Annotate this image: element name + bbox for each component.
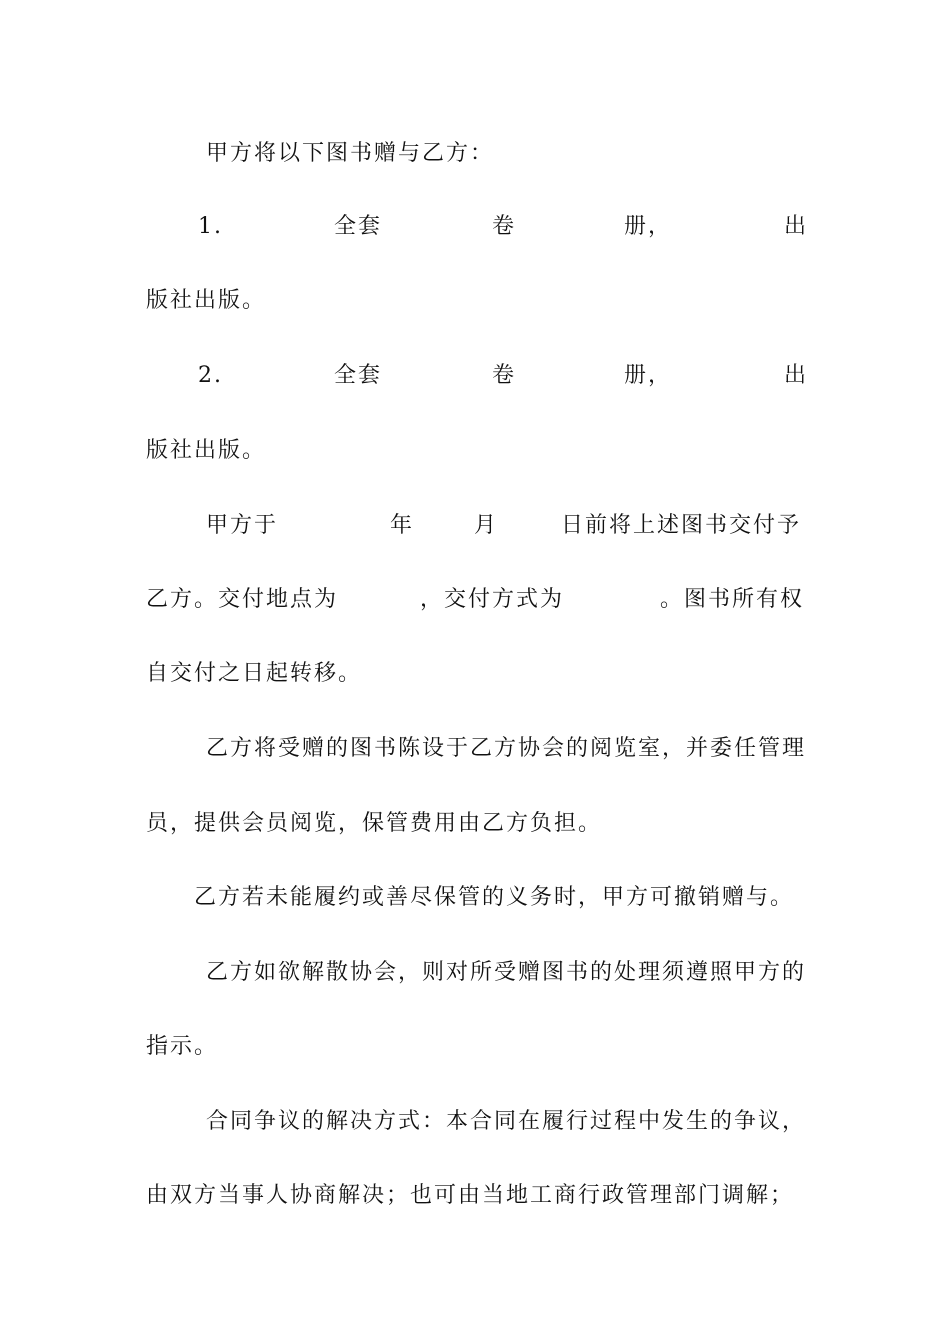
delivery-ownership-text: 。图书所有权 — [660, 587, 805, 612]
display-paragraph-line-1: 乙方将受赠的图书陈设于乙方协会的阅览室，并委任管理 — [206, 736, 807, 761]
dissolve-paragraph-line-1: 乙方如欲解散协会，则对所受赠图书的处理须遵照甲方的 — [206, 960, 807, 985]
item-2-publisher-end: 版社出版。 — [146, 438, 267, 463]
intro-paragraph: 甲方将以下图书赠与乙方： — [206, 141, 495, 166]
item-1-volume: 卷 — [492, 214, 517, 239]
delivery-date-prefix: 甲方于 — [206, 513, 279, 538]
item-1-publisher-start: 出 — [784, 214, 809, 239]
revoke-paragraph: 乙方若未能履约或善尽保管的义务时，甲方可撤销赠与。 — [194, 885, 795, 910]
delivery-method-label: ，交付方式为 — [420, 587, 565, 612]
item-2-publisher-start: 出 — [784, 363, 809, 388]
display-paragraph-line-2: 员，提供会员阅览，保管费用由乙方负担。 — [146, 811, 603, 836]
item-2-number: 2. — [198, 363, 223, 388]
item-2-copies: 册， — [624, 363, 673, 388]
item-1-set: 全套 — [334, 214, 383, 239]
item-2-volume: 卷 — [492, 363, 517, 388]
delivery-day-text: 日前将上述图书交付予 — [561, 513, 802, 538]
dispute-paragraph-line-2: 由双方当事人协商解决；也可由当地工商行政管理部门调解； — [146, 1183, 795, 1208]
item-1-number: 1. — [198, 214, 223, 239]
item-1-publisher-end: 版社出版。 — [146, 288, 267, 313]
delivery-month-label: 月 — [474, 513, 499, 538]
item-2-set: 全套 — [334, 363, 383, 388]
delivery-year-label: 年 — [390, 513, 415, 538]
dissolve-paragraph-line-2: 指示。 — [146, 1034, 219, 1059]
delivery-location-label: 乙方。交付地点为 — [146, 587, 339, 612]
item-1-copies: 册， — [624, 214, 673, 239]
dispute-paragraph-line-1: 合同争议的解决方式：本合同在履行过程中发生的争议， — [206, 1109, 807, 1134]
delivery-transfer-text: 自交付之日起转移。 — [146, 661, 363, 686]
